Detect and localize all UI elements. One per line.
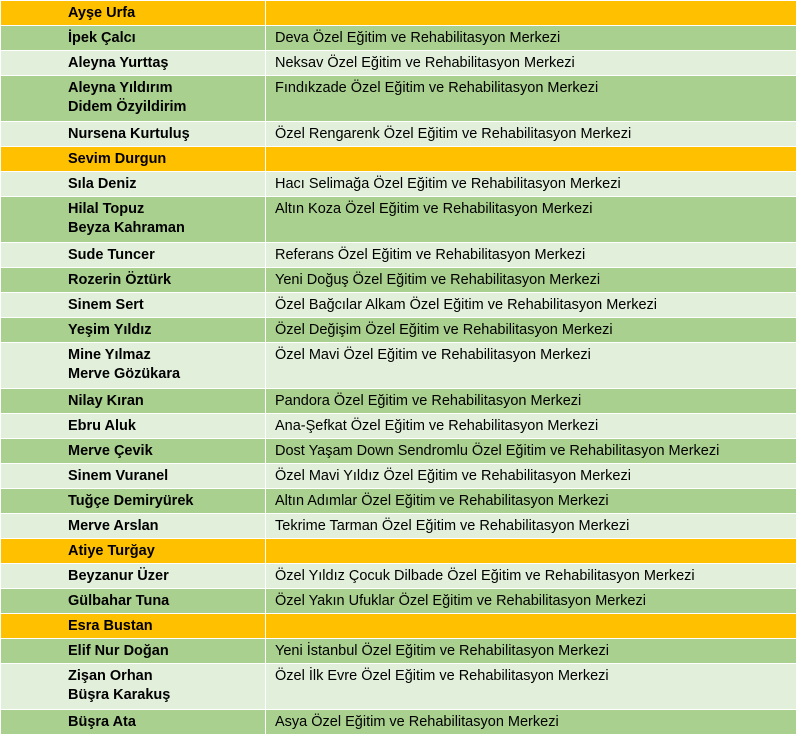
center-name-cell[interactable]: [266, 439, 796, 464]
center-name: Fındıkzade Özel Eğitim ve Rehabilitasyon Merkezi: [275, 80, 599, 96]
center-name-cell[interactable]: [266, 147, 796, 172]
table-row: [1, 172, 796, 197]
table-row: [1, 197, 796, 243]
table-row: [1, 489, 796, 514]
center-name-cell[interactable]: [266, 122, 796, 147]
table-row: [1, 76, 796, 122]
center-name: Özel Mavi Yıldız Özel Eğitim ve Rehabilitasyon Merkezi: [275, 468, 631, 484]
student-name-cell[interactable]: [1, 514, 266, 539]
student-name: Hilal Topuz: [68, 201, 145, 217]
student-name: Sinem Vuranel: [68, 468, 169, 484]
center-name: Özel Yıldız Çocuk Dilbade Özel Eğitim ve Rehabilitasyon Merkezi: [275, 568, 695, 584]
center-name-cell[interactable]: [266, 197, 796, 243]
table-row: [1, 293, 796, 318]
center-name: Özel Değişim Özel Eğitim ve Rehabilitasyon Merkezi: [275, 322, 613, 338]
student-name: Merve Çevik: [68, 443, 153, 459]
center-name-cell[interactable]: [266, 514, 796, 539]
supervisor-row: [1, 1, 796, 26]
student-name: Merve Arslan: [68, 518, 159, 534]
student-name-cell[interactable]: [1, 439, 266, 464]
center-name: Altın Koza Özel Eğitim ve Rehabilitasyon Merkezi: [275, 201, 593, 217]
table-row: [1, 268, 796, 293]
center-name: Özel Rengarenk Özel Eğitim ve Rehabilitasyon Merkezi: [275, 126, 632, 142]
center-name: Yeni İstanbul Özel Eğitim ve Rehabilitasyon Merkezi: [275, 643, 609, 659]
table-row: [1, 414, 796, 439]
center-name-cell[interactable]: [266, 172, 796, 197]
student-name-cell[interactable]: [1, 76, 266, 122]
center-name-cell[interactable]: [266, 464, 796, 489]
supervisor-row: [1, 614, 796, 639]
student-name-cell[interactable]: [1, 389, 266, 414]
center-name-cell[interactable]: [266, 293, 796, 318]
center-name: Deva Özel Eğitim ve Rehabilitasyon Merkezi: [275, 30, 561, 46]
student-name-cell[interactable]: [1, 268, 266, 293]
student-name-cell[interactable]: [1, 639, 266, 664]
student-name: Sude Tuncer: [68, 247, 155, 263]
student-name: Nilay Kıran: [68, 393, 144, 409]
table-row: [1, 318, 796, 343]
student-name-cell[interactable]: [1, 414, 266, 439]
student-name: Büşra Ata: [68, 714, 136, 730]
center-name-cell[interactable]: [266, 318, 796, 343]
center-name: Yeni Doğuş Özel Eğitim ve Rehabilitasyon Merkezi: [275, 272, 601, 288]
center-name: Asya Özel Eğitim ve Rehabilitasyon Merkezi: [275, 714, 559, 730]
table-row: [1, 439, 796, 464]
center-name: Ana-Şefkat Özel Eğitim ve Rehabilitasyon Merkezi: [275, 418, 599, 434]
center-name-cell[interactable]: [266, 26, 796, 51]
table-row: [1, 564, 796, 589]
center-name-cell[interactable]: [266, 710, 796, 735]
center-name: Özel İlk Evre Özel Eğitim ve Rehabilitasyon Merkezi: [275, 668, 609, 684]
table-row: [1, 514, 796, 539]
student-name: Ebru Aluk: [68, 418, 136, 434]
table-row: [1, 710, 796, 735]
center-name: Neksav Özel Eğitim ve Rehabilitasyon Merkezi: [275, 55, 575, 71]
table-row: [1, 464, 796, 489]
supervisor-name-cell[interactable]: [1, 147, 266, 172]
center-name-cell[interactable]: [266, 489, 796, 514]
center-name-cell[interactable]: [266, 389, 796, 414]
center-name-cell[interactable]: [266, 589, 796, 614]
table-row: [1, 343, 796, 389]
student-name: Sıla Deniz: [68, 176, 137, 192]
center-name: Altın Adımlar Özel Eğitim ve Rehabilitasyon Merkezi: [275, 493, 609, 509]
student-name-cell[interactable]: [1, 26, 266, 51]
center-name: Pandora Özel Eğitim ve Rehabilitasyon Merkezi: [275, 393, 582, 409]
student-name-cell[interactable]: [1, 489, 266, 514]
student-name-cell[interactable]: [1, 710, 266, 735]
table-row: [1, 243, 796, 268]
supervisor-name-cell[interactable]: [1, 614, 266, 639]
student-name: Merve Gözükara: [68, 366, 181, 382]
student-name-cell[interactable]: [1, 172, 266, 197]
student-name: Sinem Sert: [68, 297, 144, 313]
student-name-cell[interactable]: [1, 318, 266, 343]
center-name-cell[interactable]: [266, 539, 796, 564]
student-name: Beyza Kahraman: [68, 220, 185, 236]
center-name: Özel Mavi Özel Eğitim ve Rehabilitasyon Merkezi: [275, 347, 591, 363]
center-name: Özel Bağcılar Alkam Özel Eğitim ve Rehabilitasyon Merkezi: [275, 297, 657, 313]
student-name: Beyzanur Üzer: [68, 568, 169, 584]
center-name: Referans Özel Eğitim ve Rehabilitasyon Merkezi: [275, 247, 586, 263]
table-row: [1, 664, 796, 710]
supervisor-name: Ayşe Urfa: [68, 5, 136, 21]
center-name-cell[interactable]: [266, 243, 796, 268]
student-name: Tuğçe Demiryürek: [68, 493, 194, 509]
supervisor-name: Atiye Turğay: [68, 543, 155, 559]
center-name-cell[interactable]: [266, 51, 796, 76]
student-name: İpek Çalcı: [68, 30, 136, 46]
center-name: Hacı Selimağa Özel Eğitim ve Rehabilitasyon Merkezi: [275, 176, 621, 192]
center-name-cell[interactable]: [266, 76, 796, 122]
student-name: Rozerin Öztürk: [68, 272, 172, 288]
center-name-cell[interactable]: [266, 639, 796, 664]
table-row: [1, 122, 796, 147]
center-name-cell[interactable]: [266, 343, 796, 389]
student-name-cell[interactable]: [1, 51, 266, 76]
student-name: Aleyna Yurttaş: [68, 55, 169, 71]
supervisor-row: [1, 147, 796, 172]
student-name-cell[interactable]: [1, 589, 266, 614]
center-name-cell[interactable]: [266, 268, 796, 293]
supervisor-name: Sevim Durgun: [68, 151, 167, 167]
center-name-cell[interactable]: [266, 414, 796, 439]
student-name: Büşra Karakuş: [68, 687, 171, 703]
center-name-cell[interactable]: [266, 614, 796, 639]
table-row: [1, 639, 796, 664]
student-name: Didem Özyildirim: [68, 99, 187, 115]
student-name-cell[interactable]: [1, 343, 266, 389]
student-name: Mine Yılmaz: [68, 347, 151, 363]
center-name-cell[interactable]: [266, 564, 796, 589]
supervisor-name-cell[interactable]: [1, 539, 266, 564]
student-name-cell[interactable]: [1, 664, 266, 710]
student-name-cell[interactable]: [1, 464, 266, 489]
student-name-cell[interactable]: [1, 293, 266, 318]
student-name: Nursena Kurtuluş: [68, 126, 190, 142]
supervisor-row: [1, 539, 796, 564]
student-name: Aleyna Yıldırım: [68, 80, 173, 96]
student-name-cell[interactable]: [1, 122, 266, 147]
student-name: Zişan Orhan: [68, 668, 153, 684]
table-row: [1, 26, 796, 51]
table-row: [1, 389, 796, 414]
table-row: [1, 589, 796, 614]
assignment-table-body: [1, 1, 796, 735]
center-name-cell[interactable]: [266, 1, 796, 26]
table-row: [1, 51, 796, 76]
center-name: Dost Yaşam Down Sendromlu Özel Eğitim ve Rehabilitasyon Merkezi: [275, 443, 720, 459]
center-name: Tekrime Tarman Özel Eğitim ve Rehabilitasyon Merkezi: [275, 518, 630, 534]
student-name-cell[interactable]: [1, 243, 266, 268]
student-name-cell[interactable]: [1, 197, 266, 243]
supervisor-name: Esra Bustan: [68, 618, 153, 634]
center-name: Özel Yakın Ufuklar Özel Eğitim ve Rehabilitasyon Merkezi: [275, 593, 646, 609]
center-name-cell[interactable]: [266, 664, 796, 710]
student-name-cell[interactable]: [1, 564, 266, 589]
student-name: Gülbahar Tuna: [68, 593, 170, 609]
student-name: Elif Nur Doğan: [68, 643, 169, 659]
supervisor-name-cell[interactable]: [1, 1, 266, 26]
student-name: Yeşim Yıldız: [68, 322, 152, 338]
